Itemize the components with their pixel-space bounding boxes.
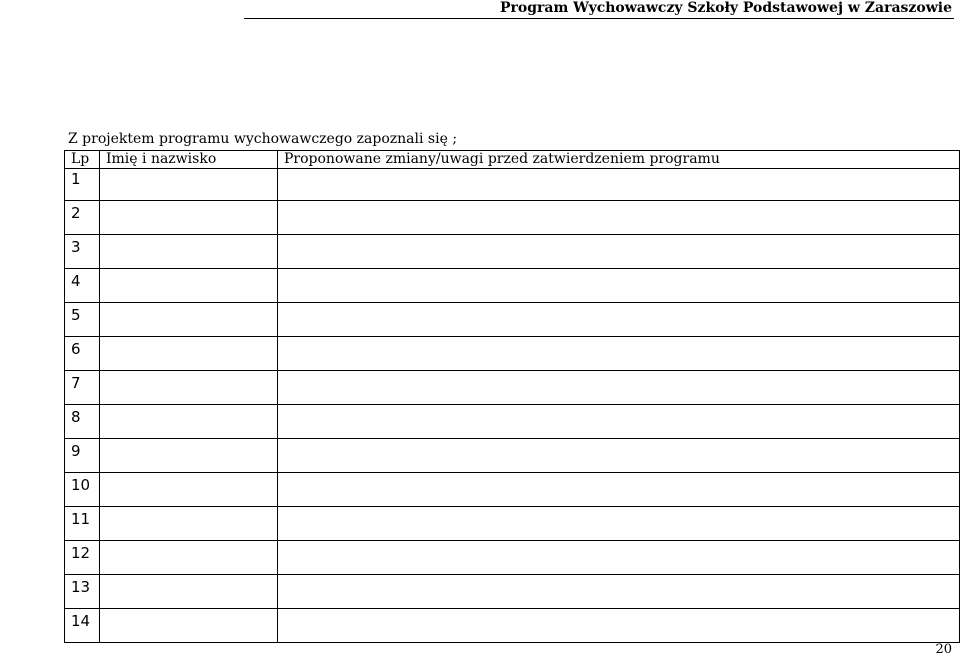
document-header-title: Program Wychowawczy Szkoły Podstawowej w Zaraszowie (499, 0, 952, 16)
row-number-cell: 13 (65, 575, 100, 609)
table-header-row (65, 151, 960, 169)
table-row (65, 169, 960, 201)
name-cell[interactable] (100, 201, 278, 235)
remarks-cell[interactable] (278, 405, 960, 439)
name-cell[interactable] (100, 541, 278, 575)
row-number-cell: 4 (65, 269, 100, 303)
name-cell[interactable] (100, 609, 278, 643)
column-header-remarks: Proponowane zmiany/uwagi przed zatwierdzeniem programu (278, 151, 960, 169)
name-cell[interactable] (100, 405, 278, 439)
remarks-cell[interactable] (278, 609, 960, 643)
name-cell[interactable] (100, 371, 278, 405)
table-row (65, 405, 960, 439)
table-row (65, 303, 960, 337)
remarks-cell[interactable] (278, 303, 960, 337)
name-cell[interactable] (100, 473, 278, 507)
table-row (65, 575, 960, 609)
remarks-cell[interactable] (278, 371, 960, 405)
name-cell[interactable] (100, 507, 278, 541)
name-cell[interactable] (100, 303, 278, 337)
header-divider (244, 18, 954, 19)
row-number-cell: 9 (65, 439, 100, 473)
row-number-cell: 7 (65, 371, 100, 405)
name-cell[interactable] (100, 337, 278, 371)
remarks-cell[interactable] (278, 169, 960, 201)
table-row (65, 473, 960, 507)
remarks-cell[interactable] (278, 201, 960, 235)
row-number-cell: 5 (65, 303, 100, 337)
page-number: 20 (935, 642, 952, 657)
row-number-cell: 11 (65, 507, 100, 541)
remarks-cell[interactable] (278, 473, 960, 507)
table-row (65, 235, 960, 269)
name-cell[interactable] (100, 575, 278, 609)
remarks-cell[interactable] (278, 541, 960, 575)
row-number-cell: 12 (65, 541, 100, 575)
intro-text: Z projektem programu wychowawczego zapoznali się ; (68, 131, 458, 147)
remarks-cell[interactable] (278, 507, 960, 541)
row-number-cell: 2 (65, 201, 100, 235)
column-header-name: Imię i nazwisko (100, 151, 278, 169)
acknowledgement-table (64, 150, 960, 643)
row-number-cell: 8 (65, 405, 100, 439)
table-row (65, 439, 960, 473)
remarks-cell[interactable] (278, 235, 960, 269)
row-number-cell: 14 (65, 609, 100, 643)
row-number-cell: 10 (65, 473, 100, 507)
table-row (65, 269, 960, 303)
remarks-cell[interactable] (278, 439, 960, 473)
row-number-cell: 3 (65, 235, 100, 269)
name-cell[interactable] (100, 169, 278, 201)
remarks-cell[interactable] (278, 337, 960, 371)
row-number-cell: 6 (65, 337, 100, 371)
table-row (65, 337, 960, 371)
remarks-cell[interactable] (278, 575, 960, 609)
table-body (65, 169, 960, 643)
name-cell[interactable] (100, 235, 278, 269)
name-cell[interactable] (100, 269, 278, 303)
table-row (65, 609, 960, 643)
table-row (65, 371, 960, 405)
table-row (65, 507, 960, 541)
row-number-cell: 1 (65, 169, 100, 201)
table-row (65, 201, 960, 235)
name-cell[interactable] (100, 439, 278, 473)
remarks-cell[interactable] (278, 269, 960, 303)
table-row (65, 541, 960, 575)
column-header-lp: Lp (65, 151, 100, 169)
